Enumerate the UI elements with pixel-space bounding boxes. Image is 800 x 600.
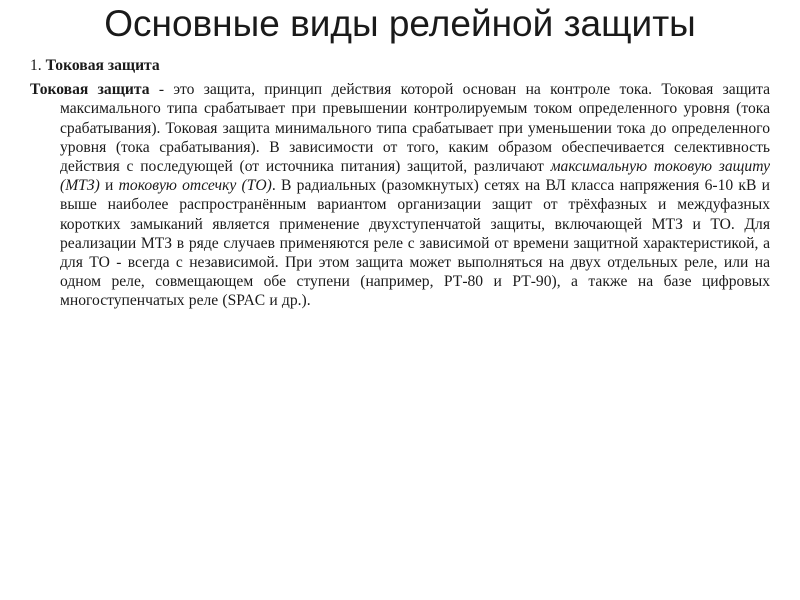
paragraph-term: Токовая защита <box>30 81 150 99</box>
body-paragraph <box>30 80 770 310</box>
slide-content <box>30 56 770 311</box>
conjunction-and: и <box>99 177 119 195</box>
section-heading-text: Токовая защита <box>45 57 160 74</box>
section-number: 1. <box>30 57 42 74</box>
section-heading <box>30 56 770 75</box>
term-to: токовую отсечку (ТО) <box>118 177 272 195</box>
term-mtz: максимальную токовую защиту (МТЗ) <box>60 158 771 195</box>
slide-title: Основные виды релейной защиты <box>104 3 696 44</box>
paragraph-rest: . В радиальных (разомкнутых) сетях на ВЛ класса напряжения 6-10 кВ и выше наиболее распространённым вариантом организации защит от трёхфазных и междуфазных коротких замыканий является применение двухступенчатой защиты, включающей МТЗ и ТО. Для реализации МТЗ в ряде случаев применяются реле с зависимой от времени защитной характеристикой, а для ТО - всегда с независимой. При этом защита может выполняться на двух отдельных реле, или на одном реле, совмещающем обе ступени (например, РТ-80 и РТ-90), а также на базе цифровых многоступенчатых реле (SPAC и др.). <box>60 177 770 310</box>
paragraph-intro: - это защита, принцип действия которой основан на контроле тока. Токовая защита максимального типа срабатывает при превышении контролируемым током определенного уровня (тока срабатывания). Токовая защита минимального типа срабатывает при уменьшении тока до определенного уровня (тока срабатывания). В зависимости от того, каким образом обеспечивается селективность действия с последующей (от источника питания) защитой, различают <box>60 81 771 176</box>
